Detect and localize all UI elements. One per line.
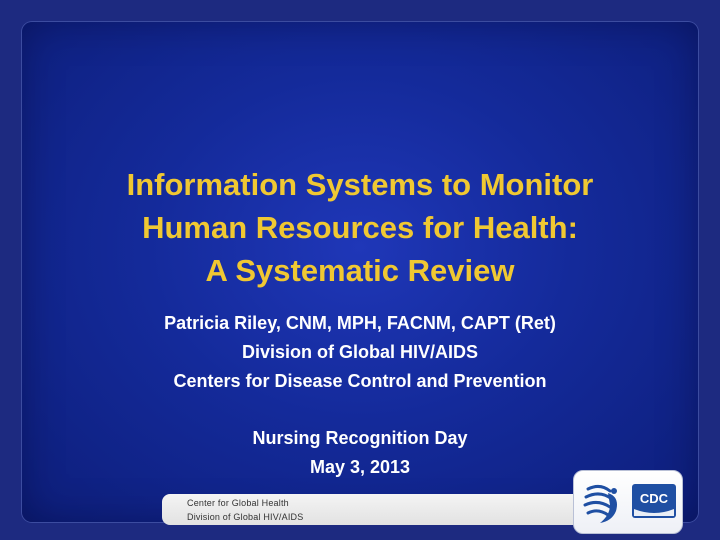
title-line: Information Systems to Monitor — [126, 167, 594, 202]
cdc-logo-text: CDC — [639, 491, 669, 506]
cdc-logo-icon — [632, 484, 676, 518]
event-name: Nursing Recognition Day — [252, 428, 468, 448]
author-division: Division of Global HIV/AIDS — [241, 342, 479, 362]
logo-box — [573, 470, 683, 534]
footer-division: Division of Global HIV/AIDS — [187, 512, 304, 522]
author-organization: Centers for Disease Control and Prevention — [173, 371, 547, 391]
event-date: May 3, 2013 — [309, 457, 411, 477]
title-line: A Systematic Review — [205, 253, 515, 288]
author-name: Patricia Riley, CNM, MPH, FACNM, CAPT (Ret) — [164, 313, 556, 333]
footer-bar — [162, 494, 581, 525]
hhs-eagle-icon — [580, 477, 628, 527]
slide-title — [40, 163, 680, 292]
author-block — [60, 309, 660, 396]
title-line: Human Resources for Health: — [142, 210, 578, 245]
footer-center: Center for Global Health — [187, 498, 289, 508]
event-block — [60, 424, 660, 482]
